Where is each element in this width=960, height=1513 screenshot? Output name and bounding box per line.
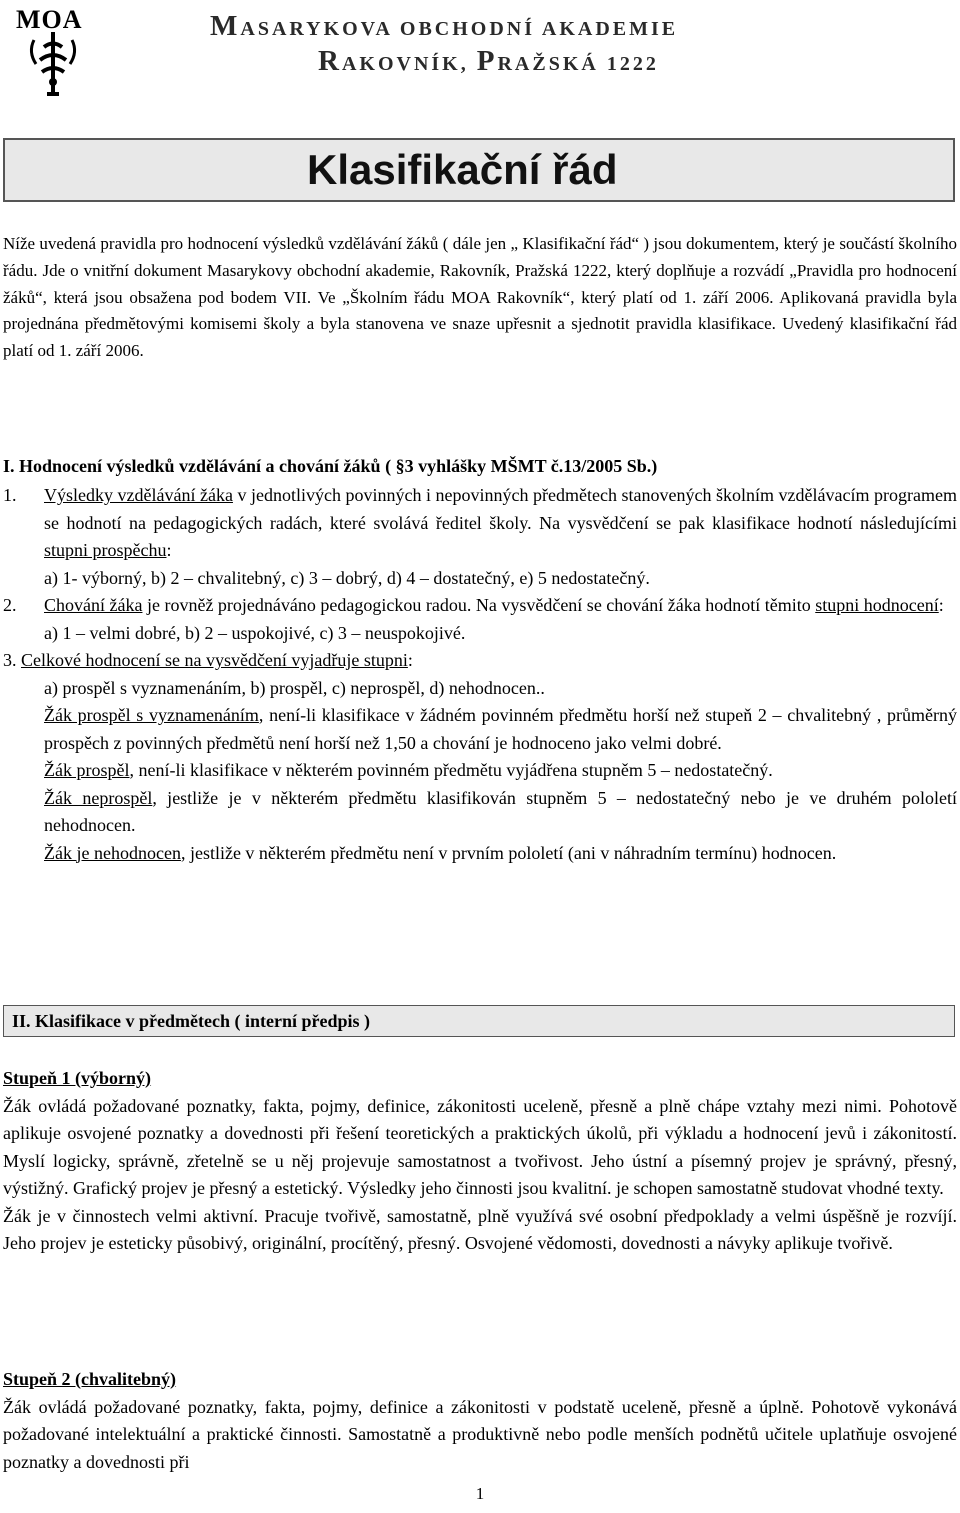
grade-2-heading: Stupeň 2 (chvalitebný) [3, 1369, 177, 1389]
behavior-scale: a) 1 – velmi dobré, b) 2 – uspokojivé, c) 3 – neuspokojivé. [44, 622, 466, 643]
grade-2-block [3, 1366, 957, 1476]
grade-1-paragraph-2: Žák je v činnostech velmi aktivní. Pracuje tvořivě, samostatně, plně využívá své osobní předpoklady a velmi úspěšně je rozvíjí. Jeho projev je esteticky působivý, originální, procítěný, přesný. Osvojené vědomosti, dovednosti a návyky aplikuje tvořivě. [3, 1205, 957, 1253]
page-number: 1 [475, 1484, 485, 1503]
rule-pass: Žák prospěl, není-li klasifikace v některém povinném předmětu vyjádřena stupněm 5 – nedostatečný. [44, 760, 773, 780]
rule-fail: Žák neprospěl, jestliže je v některém předmětu klasifikován stupněm 5 – nedostatečný nebo je ve druhém pololetí nehodnocen. [44, 787, 957, 835]
title-box [3, 138, 955, 202]
school-line-2: RAKOVNÍK, PRAŽSKÁ 1222 [318, 45, 659, 77]
list-item: 3. Celkové hodnocení se na vysvědčení vyjadřuje stupni: a) prospěl s vyznamenáním, b) prospěl, c) neprospěl, d) nehodnocen.. Žák prospěl s vyznamenáním, není-li klasifikace v žádném povinném předmětu horší než stupeň 2 – chvalitebný , průměrný prospěch z povinných předmětů není horší než 1,50 a chování je hodnoceno jako velmi dobré. Žák prospěl, není-li klasifikace v některém povinném předmětu vyjádřena stupněm 5 – nedostatečný. Žák neprospěl, jestliže je v některém předmětu klasifikován stupněm 5 – nedostatečný nebo je ve druhém pololetí nehodnocen. Žák je nehodnocen, jestliže v některém předmětu není v prvním pololetí (ani v náhradním termínu) hodnocen. [3, 647, 957, 867]
school-line-1: MASARYKOVA OBCHODNÍ AKADEMIE [210, 10, 679, 42]
grade-1-paragraph-1: Žák ovládá požadované poznatky, fakta, pojmy, definice, zákonitosti uceleně, přesně a plně chápe vztahy mezi nimi. Pohotově aplikuje osvojené poznatky a dovednosti při řešení teoretických a praktických úkolů, při výkladu a hodnocení jevů i zákonitostí. Myslí logicky, správně, zřetelně se u něj projevuje samostatnost a tvořivost. Jeho ústní a písemný projev je správný, přesný, výstižný. Grafický projev je přesný a estetický. Výsledky jeho činnosti jsou kvalitní. je schopen samostatně studovat vhodné texty. [3, 1095, 957, 1198]
moa-logo [14, 2, 92, 102]
list-item: 1. Výsledky vzdělávání žáka v jednotlivých povinných i nepovinných předmětech stanovených školním vzdělávacím programem se hodnotí na pedagogických radách, které svolává ředitel školy. Na vysvědčení se pak klasifikace hodnotí následujícími stupni prospěchu: a) 1- výborný, b) 2 – chvalitebný, c) 3 – dobrý, d) 4 – dostatečný, e) 5 nedostatečný. [3, 482, 957, 592]
school-name [210, 10, 678, 80]
grade-2-paragraph-1: Žák ovládá požadované poznatky, fakta, pojmy, definice a zákonitosti v podstatě uceleně, přesně a úplně. Pohotově vykonává požadované intelektuální a praktické činnosti. Samostatně a produktivně nebo podle menších podnětů učitele uplatňuje osvojené poznatky a dovednosti při [3, 1396, 957, 1472]
document-title: Klasifikační řád [307, 146, 618, 193]
grade-1-heading: Stupeň 1 (výborný) [3, 1068, 152, 1088]
overall-scale: a) prospěl s vyznamenáním, b) prospěl, c) neprospěl, d) nehodnocen.. [44, 677, 545, 698]
section-2-heading: II. Klasifikace v předmětech ( interní předpis ) [3, 1005, 955, 1037]
rule-unrated: Žák je nehodnocen, jestliže v některém předmětu není v prvním pololetí (ani v náhradním termínu) hodnocen. [44, 842, 837, 863]
list-item: 2. Chování žáka je rovněž projednáváno pedagogickou radou. Na vysvědčení se chování žáka hodnotí těmito stupni hodnocení: a) 1 – velmi dobré, b) 2 – uspokojivé, c) 3 – neuspokojivé. [3, 592, 957, 647]
grade-scale: a) 1- výborný, b) 2 – chvalitebný, c) 3 – dobrý, d) 4 – dostatečný, e) 5 nedostatečný. [44, 567, 650, 588]
section-1-heading: I. Hodnocení výsledků vzdělávání a chování žáků ( §3 vyhlášky MŠMT č.13/2005 Sb.) [3, 456, 658, 476]
section-1-list [3, 482, 957, 867]
logo-text: MOA [16, 5, 83, 34]
rule-honors: Žák prospěl s vyznamenáním, není-li klasifikace v žádném povinném předmětu horší než stupeň 2 – chvalitebný , průměrný prospěch z povinných předmětů není horší než 1,50 a chování je hodnoceno jako velmi dobré. [44, 705, 957, 753]
grade-1-block [3, 1065, 957, 1258]
intro-paragraph: Níže uvedená pravidla pro hodnocení výsledků vzdělávání žáků ( dále jen „ Klasifikační řád“ ) jsou dokumentem, který je součástí školního řádu. Jde o vnitřní dokument Masarykovy obchodní akademie, Rakovník, Pražská 1222, který doplňuje a rozvádí „Pravidla pro hodnocení žáků“, která jsou obsažena pod bodem VII. Ve „Školním řádu MOA Rakovník“, který platí od 1. září 2006. Aplikovaná pravidla byla projednána předmětovými komisemi školy a byla stanovena ve snaze upřesnit a sjednotit pravidla klasifikace. Uvedený klasifikační řád platí od 1. září 2006. [3, 234, 957, 361]
